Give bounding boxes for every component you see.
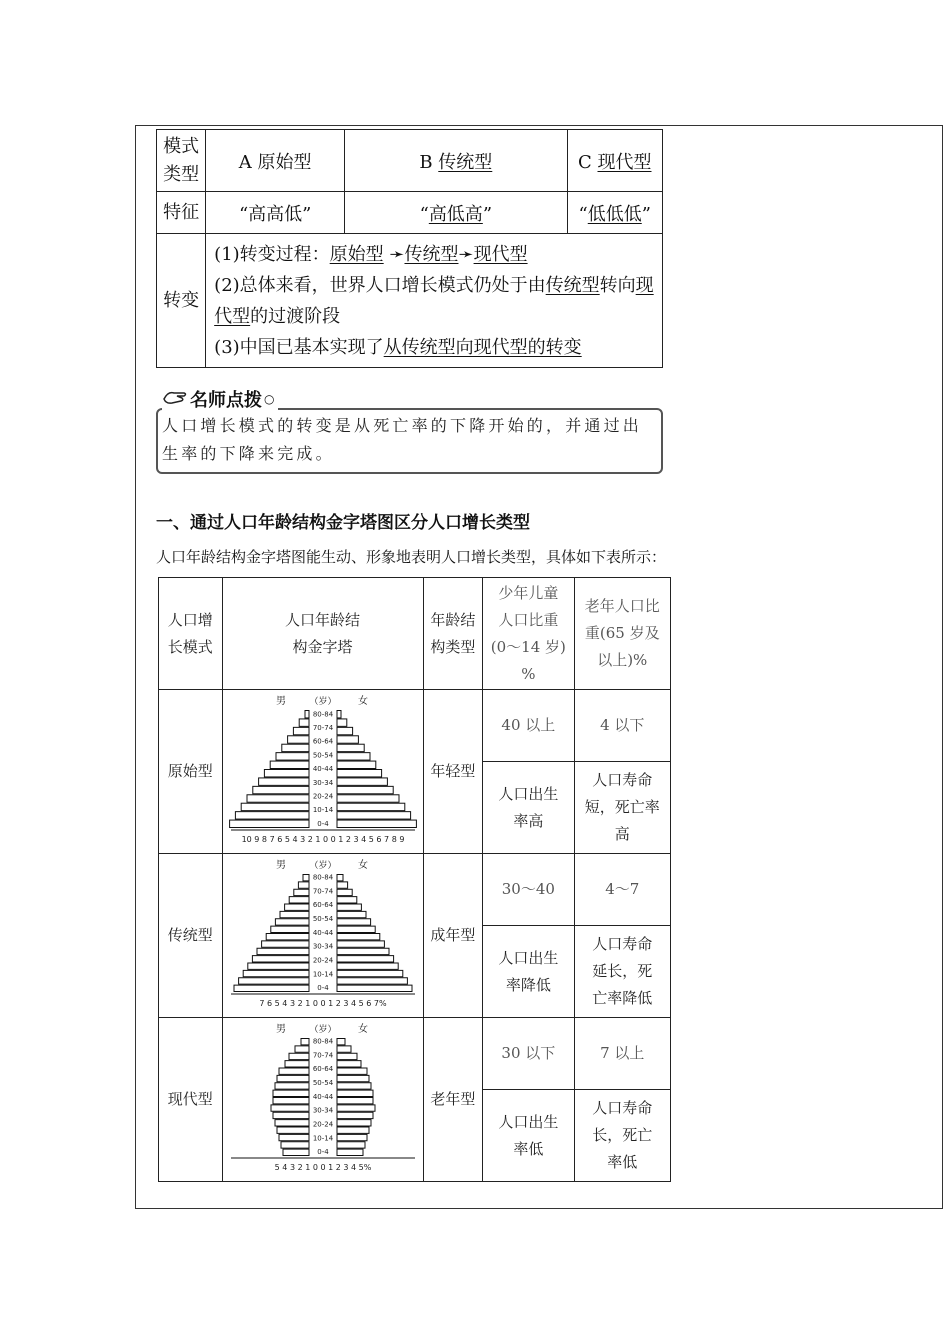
pyramid-bar-female: [337, 1061, 361, 1067]
pyramid-bar-male: [281, 1142, 309, 1148]
pyramid-bar-female: [337, 1112, 373, 1118]
pyramid-bar-male: [280, 911, 309, 917]
row-type-old: 老年型: [423, 1018, 483, 1182]
pyramid-bar-male: [270, 761, 309, 768]
pyramid-bar-male: [285, 1061, 309, 1067]
pyramid-age-tick: 60-64: [312, 901, 333, 910]
pyramid-bar-female: [337, 1090, 373, 1096]
pyramid-bar-female: [337, 753, 370, 760]
circle-icon: ○: [264, 392, 275, 406]
pyramid-bar-female: [337, 744, 364, 751]
pyramid-bar-female: [337, 1098, 373, 1104]
pyramid-bar-male: [303, 875, 309, 881]
pyramid-bar-female: [337, 956, 394, 962]
change-line-1: (1)转变过程：原始型 ➛传统型➛现代型: [214, 243, 528, 265]
pyramid-bar-female: [337, 1149, 363, 1155]
col-header-type: 年龄结 构类型: [423, 578, 483, 690]
change-line-2: (2)总体来看，世界人口增长模式仍处于由传统型转向现代型的过渡阶段: [214, 274, 654, 327]
pyramid-bar-male: [257, 948, 309, 954]
row-type-adult: 成年型: [423, 854, 483, 1018]
change-content: [206, 234, 663, 368]
pyramid-age-tick: 30-34: [312, 942, 333, 951]
pyramid-axis-labels: 10 9 8 7 6 5 4 3 2 1 0 0 1 2 3 4 5 6 7 8 9: [241, 835, 404, 844]
pyramid-bar-male: [299, 719, 309, 726]
pyramid-bar-male: [276, 753, 309, 760]
pyramid-modern: [222, 1018, 423, 1182]
birth-traditional: 人口出生 率降低: [483, 926, 574, 1018]
row-mode-traditional: 传统型: [159, 854, 223, 1018]
birth-modern: 人口出生 率低: [483, 1090, 574, 1182]
pyramid-bar-male: [235, 812, 309, 819]
tip-body: 人口增长模式的转变是从死亡率的下降开始的，并通过出生率的下降来完成。: [162, 416, 643, 463]
pyramid-bar-male: [279, 1134, 309, 1140]
row-type-young: 年轻型: [423, 690, 483, 854]
youth-traditional: 30～40: [483, 854, 574, 926]
pyramid-bar-female: [337, 934, 380, 940]
frame-bottom-border: [135, 1208, 943, 1209]
youth-primitive: 40 以上: [483, 690, 574, 762]
pyramid-bar-female: [337, 1046, 351, 1052]
pyramid-bar-female: [337, 985, 412, 991]
pyramid-bar-male: [293, 727, 309, 734]
pyramid-bar-male: [298, 882, 309, 888]
pyramid-age-tick: 70-74: [312, 1051, 333, 1060]
header-traditional: B 传统型: [345, 130, 567, 192]
header-primitive: A 原始型: [206, 130, 345, 192]
pyramid-bar-male: [273, 1090, 309, 1096]
life-modern: 人口寿命 长，死亡 率低: [574, 1090, 670, 1182]
pyramid-bar-male: [258, 778, 308, 785]
pyramid-traditional: [222, 854, 423, 1018]
pyramid-bar-female: [337, 978, 407, 984]
pyramid-table: [158, 577, 671, 1182]
pyramid-age-tick: 50-54: [312, 915, 333, 924]
life-primitive: 人口寿命 短，死亡率 高: [574, 762, 670, 854]
pyramid-bar-male: [264, 770, 309, 777]
pyramid-bar-female: [337, 926, 375, 932]
pyramid-age-tick: 0-4: [316, 819, 329, 828]
pyramid-bar-male: [241, 803, 309, 810]
pyramid-age-tick: 80-84: [312, 873, 333, 882]
pyramid-bar-male: [270, 926, 308, 932]
pyramid-bar-female: [337, 778, 387, 785]
pyramid-bar-male: [266, 934, 309, 940]
col-header-elderly: 老年人口比 重(65 岁及 以上)%: [574, 578, 670, 690]
pyramid-bar-male: [279, 1068, 309, 1074]
pyramid-female-label: 女: [357, 1024, 368, 1035]
pyramid-age-tick: 40-44: [312, 1092, 333, 1101]
pyramid-bar-female: [337, 897, 357, 903]
pyramid-bar-male: [229, 820, 308, 827]
pyramid-bar-female: [337, 736, 358, 743]
pyramid-age-tick: 60-64: [312, 737, 333, 746]
pyramid-bar-female: [337, 711, 341, 718]
pyramid-bar-female: [337, 820, 416, 827]
header-modern: C 现代型: [567, 130, 663, 192]
pyramid-male-label: 男: [275, 696, 286, 707]
pyramid-bar-male: [289, 1053, 309, 1059]
pointing-hand-icon: [162, 387, 188, 412]
life-traditional: 人口寿命 延长，死 亡率降低: [574, 926, 670, 1018]
row-mode-primitive: 原始型: [159, 690, 223, 854]
pyramid-bar-male: [275, 1120, 309, 1126]
pyramid-bar-female: [337, 1142, 365, 1148]
pyramid-age-tick: 80-84: [312, 710, 333, 719]
pyramid-male-label: 男: [275, 1024, 286, 1035]
pyramid-bar-male: [238, 978, 308, 984]
pyramid-bar-male: [293, 889, 308, 895]
pyramid-bar-male: [275, 919, 309, 925]
pyramid-bar-female: [337, 970, 403, 976]
pyramid-bar-male: [277, 1127, 309, 1133]
pyramid-bar-female: [337, 911, 366, 917]
intro-text: 人口年龄结构金字塔图能生动、形象地表明人口增长类型，具体如下表所示：: [156, 548, 667, 566]
frame-top-border: [135, 125, 943, 126]
pyramid-bar-male: [301, 1039, 309, 1045]
pyramid-axis-labels: 5 4 3 2 1 0 0 1 2 3 4 5%: [274, 1163, 371, 1172]
birth-primitive: 人口出生 率高: [483, 762, 574, 854]
pyramid-bar-male: [283, 1149, 309, 1155]
pyramid-age-tick: 0-4: [316, 1148, 329, 1157]
pyramid-age-tick: 50-54: [312, 751, 333, 760]
pyramid-age-label: （岁）: [309, 861, 337, 871]
pyramid-bar-female: [337, 1120, 371, 1126]
pyramid-bar-male: [273, 1112, 309, 1118]
pyramid-bar-female: [337, 761, 376, 768]
pyramid-bar-male: [243, 970, 309, 976]
change-line-3: (3)中国已基本实现了从传统型向现代型的转变: [214, 336, 582, 358]
tip-title: 名师点拨: [190, 390, 262, 411]
pyramid-bar-female: [337, 875, 343, 881]
pyramid-age-tick: 40-44: [312, 765, 333, 774]
row-mode-modern: 现代型: [159, 1018, 223, 1182]
pyramid-bar-male: [234, 985, 309, 991]
pyramid-bar-male: [277, 1075, 309, 1081]
pyramid-bar-female: [337, 770, 382, 777]
section-title: 一、通过人口年龄结构金字塔图区分人口增长类型: [156, 513, 530, 533]
pyramid-bar-female: [337, 1134, 367, 1140]
pyramid-bar-female: [337, 1105, 375, 1111]
pyramid-age-tick: 70-74: [312, 887, 333, 896]
pyramid-bar-female: [337, 919, 371, 925]
elderly-modern: 7 以上: [574, 1018, 670, 1090]
pyramid-age-tick: 10-14: [312, 806, 333, 815]
pyramid-bar-male: [284, 904, 308, 910]
pyramid-bar-female: [337, 963, 398, 969]
pyramid-age-tick: 50-54: [312, 1079, 333, 1088]
youth-modern: 30 以下: [483, 1018, 574, 1090]
pyramid-age-label: （岁）: [309, 1025, 337, 1035]
pyramid-female-label: 女: [357, 696, 368, 707]
pyramid-age-tick: 40-44: [312, 928, 333, 937]
col-header-mode: 人口增 长模式: [159, 578, 223, 690]
pyramid-bar-female: [337, 904, 361, 910]
pyramid-bar-female: [337, 889, 352, 895]
pyramid-age-tick: 0-4: [316, 984, 329, 993]
pyramid-bar-female: [337, 727, 353, 734]
pyramid-bar-male: [287, 736, 308, 743]
elderly-traditional: 4～7: [574, 854, 670, 926]
pyramid-bar-male: [289, 897, 309, 903]
pyramid-bar-female: [337, 1075, 369, 1081]
pyramid-female-label: 女: [357, 860, 368, 871]
pyramid-primitive: [222, 690, 423, 854]
pyramid-bar-male: [281, 744, 308, 751]
feature-primitive: “高高低”: [206, 192, 345, 234]
pyramid-age-tick: 80-84: [312, 1037, 333, 1046]
pyramid-bar-male: [295, 1046, 309, 1052]
pyramid-bar-female: [337, 812, 411, 819]
tip-header: [162, 386, 278, 412]
pyramid-bar-male: [247, 795, 309, 802]
pyramid-axis-labels: 7 6 5 4 3 2 1 0 0 1 2 3 4 5 6 7%: [258, 999, 387, 1008]
pyramid-bar-male: [261, 941, 308, 947]
feature-label: 特征: [157, 192, 206, 234]
pyramid-bar-male: [247, 963, 308, 969]
pyramid-bar-female: [337, 1039, 345, 1045]
pyramid-age-tick: 70-74: [312, 724, 333, 733]
pyramid-bar-male: [275, 1083, 309, 1089]
pyramid-age-tick: 30-34: [312, 1106, 333, 1115]
pyramid-bar-female: [337, 1053, 357, 1059]
frame-left-border: [135, 125, 136, 1209]
pyramid-age-tick: 20-24: [312, 1120, 333, 1129]
pyramid-male-label: 男: [275, 860, 286, 871]
header-label: 模式 类型: [157, 130, 206, 192]
pyramid-bar-male: [271, 1105, 309, 1111]
pyramid-bar-female: [337, 719, 347, 726]
teacher-tip-box: [156, 390, 661, 472]
pyramid-bar-male: [252, 786, 308, 793]
pyramid-bar-female: [337, 786, 393, 793]
pyramid-bar-female: [337, 1083, 371, 1089]
pyramid-age-tick: 30-34: [312, 778, 333, 787]
pyramid-bar-female: [337, 795, 399, 802]
pyramid-bar-male: [305, 711, 309, 718]
pyramid-age-tick: 10-14: [312, 970, 333, 979]
pyramid-bar-female: [337, 948, 389, 954]
col-header-youth: 少年儿童 人口比重 (0～14 岁) %: [483, 578, 574, 690]
pyramid-age-tick: 20-24: [312, 792, 333, 801]
change-label: 转变: [157, 234, 206, 368]
growth-model-table: [156, 129, 663, 368]
pyramid-age-tick: 60-64: [312, 1065, 333, 1074]
pyramid-age-tick: 10-14: [312, 1134, 333, 1143]
col-header-pyramid: 人口年龄结 构金字塔: [222, 578, 423, 690]
pyramid-age-label: （岁）: [309, 697, 337, 707]
frame-right-border: [942, 125, 943, 1209]
pyramid-bar-female: [337, 803, 405, 810]
pyramid-bar-female: [337, 941, 384, 947]
feature-modern: “低低低”: [567, 192, 663, 234]
pyramid-bar-female: [337, 1068, 367, 1074]
elderly-primitive: 4 以下: [574, 690, 670, 762]
pyramid-age-tick: 20-24: [312, 956, 333, 965]
pyramid-bar-female: [337, 882, 348, 888]
pyramid-bar-female: [337, 1127, 369, 1133]
feature-traditional: “高低高”: [345, 192, 567, 234]
pyramid-bar-male: [252, 956, 309, 962]
pyramid-bar-male: [273, 1098, 309, 1104]
